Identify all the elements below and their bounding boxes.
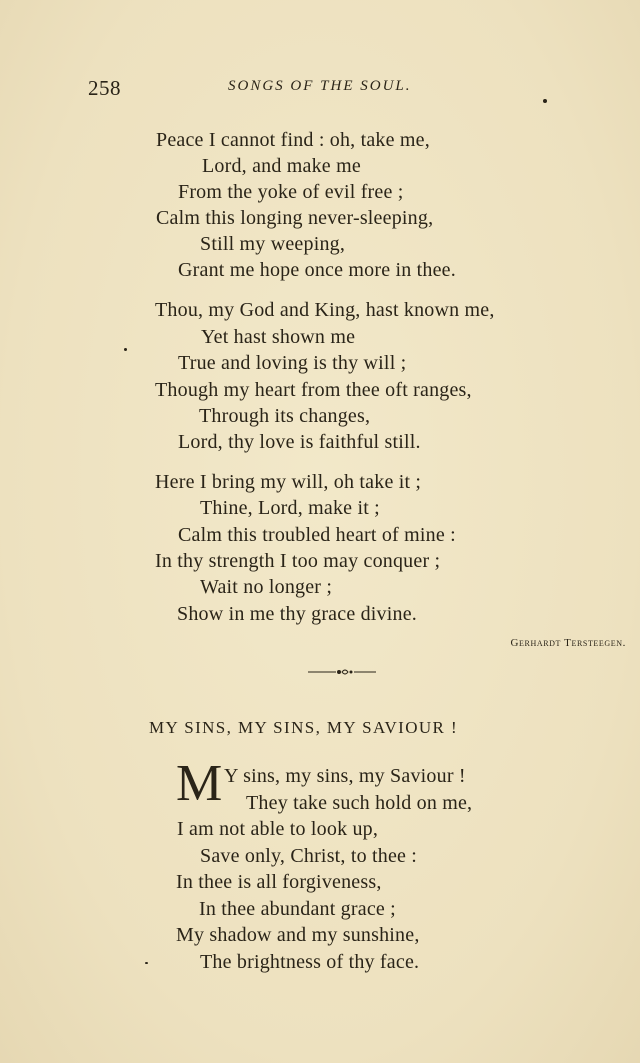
verse-line: Thine, Lord, make it ; <box>200 497 380 519</box>
verse-line: Calm this troubled heart of mine : <box>178 524 456 546</box>
ink-speck <box>145 962 148 964</box>
verse-line: Though my heart from thee oft ranges, <box>155 379 472 401</box>
verse-line: Save only, Christ, to thee : <box>200 845 418 867</box>
section-divider-ornament <box>308 666 376 678</box>
verse-line: In thee abundant grace ; <box>199 898 396 920</box>
poem-title: MY SINS, MY SINS, MY SAVIOUR ! <box>149 718 459 737</box>
verse-line: Wait no longer ; <box>200 576 333 598</box>
verse-line: In thee is all forgiveness, <box>176 871 382 893</box>
drop-cap: M <box>176 755 223 812</box>
verse-line: I am not able to look up, <box>177 818 379 840</box>
running-title: SONGS OF THE SOUL. <box>228 78 412 94</box>
verse-line: Still my weeping, <box>200 233 346 255</box>
verse-line: Lord, and make me <box>202 155 361 177</box>
verse-line: In thy strength I too may conquer ; <box>155 550 441 572</box>
page-header <box>0 76 640 100</box>
verse-line: Through its changes, <box>199 405 371 427</box>
page-number: 258 <box>88 76 121 100</box>
verse-line: True and loving is thy will ; <box>178 352 407 374</box>
verse-line: Grant me hope once more in thee. <box>178 259 456 281</box>
author-attribution: Gerhardt Tersteegen. <box>510 637 626 649</box>
verse-line: Show in me thy grace divine. <box>177 603 417 625</box>
verse-line: Y sins, my sins, my Saviour ! <box>224 765 466 787</box>
ink-speck <box>124 348 127 351</box>
ink-speck <box>543 99 547 103</box>
verse-line: Lord, thy love is faithful still. <box>178 431 421 453</box>
verse-line: They take such hold on me, <box>246 792 473 814</box>
verse-line: From the yoke of evil free ; <box>178 181 404 203</box>
verse-line: Yet hast shown me <box>201 326 356 348</box>
verse-line: Here I bring my will, oh take it ; <box>155 471 422 493</box>
verse-line: Peace I cannot find : oh, take me, <box>156 129 430 151</box>
verse-line: The brightness of thy face. <box>200 951 420 973</box>
verse-line: Thou, my God and King, hast known me, <box>155 299 495 321</box>
verse-line: My shadow and my sunshine, <box>176 924 420 946</box>
verse-line: Calm this longing never-sleeping, <box>156 207 434 229</box>
